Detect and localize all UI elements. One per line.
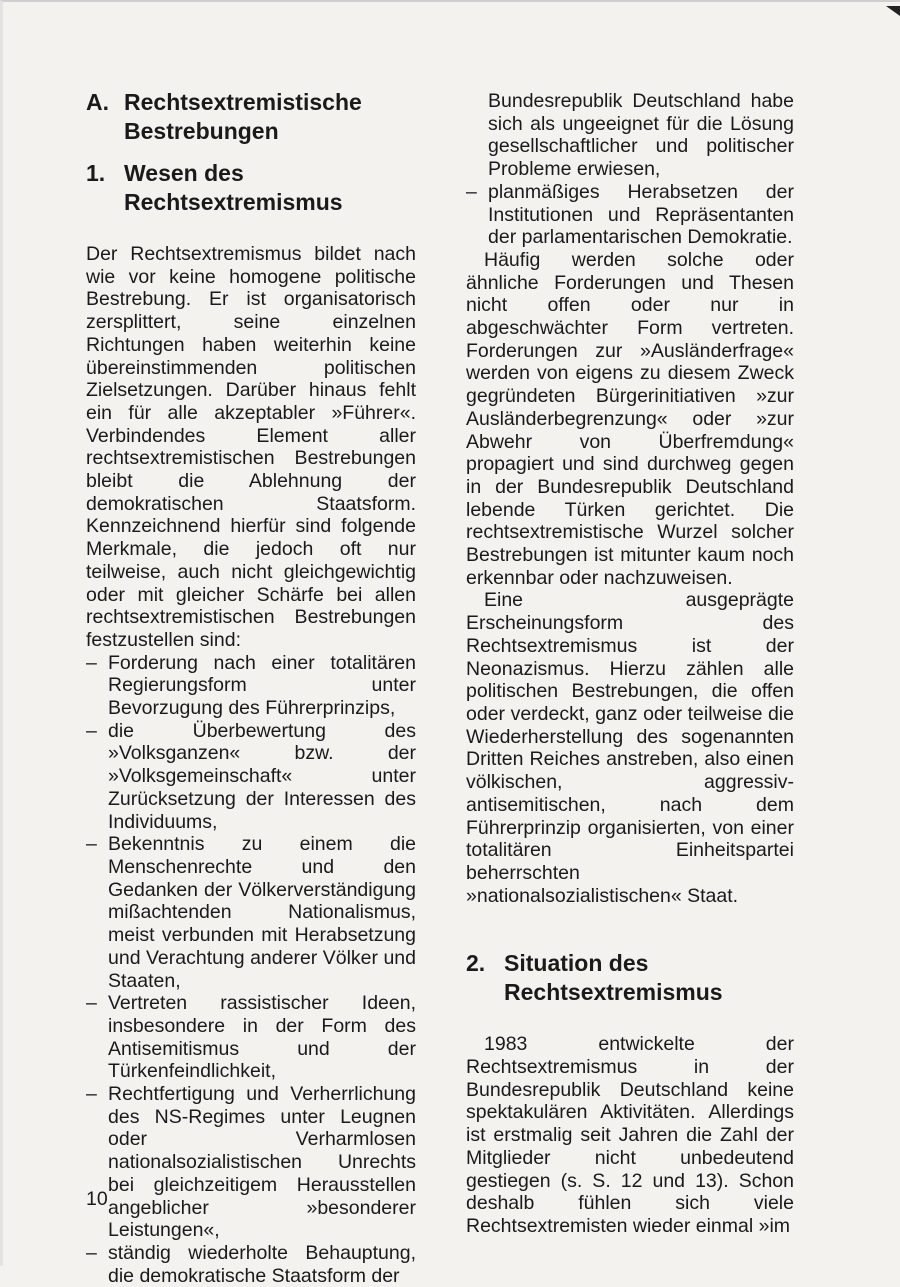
list-item-text: Vertreten rassistischer Ideen, insbesondere in der Form des Antisemitismus und der Türkenfeindlichkeit, xyxy=(108,992,416,1083)
heading-a-number: A. xyxy=(86,89,109,115)
list-dash: – xyxy=(86,992,97,1015)
left-column xyxy=(86,88,416,1287)
list-item xyxy=(86,720,416,834)
paragraph-auslaenderfrage: Häufig werden solche oder ähnliche Forderungen und Thesen nicht offen oder nur in abgeschwächter Form vertreten. Forderungen zur »Ausländerfrage« werden von eigens zu diesem Zweck gegründeten Bürgerinitiativen »zur Ausländerbegrenzung« oder »zur Abwehr von Überfremdung« propagiert und sind durchweg gegen in der Bundesrepublik Deutschland lebende Türken gerichtet. Die rechtsextremistische Wurzel solcher Bestrebungen ist mitunter kaum noch erkennbar oder nachzuweisen. xyxy=(466,248,794,589)
list-dash: – xyxy=(86,1083,97,1106)
list-item-text: Bekenntnis zu einem die Menschenrechte und den Gedanken der Völkerverständigung mißachtenden Nationalismus, meist verbunden mit Herabsetzung und Verachtung anderer Völker und Staaten, xyxy=(108,833,416,992)
heading-2-number: 2. xyxy=(466,950,486,977)
feature-list xyxy=(86,652,416,1287)
heading-2 xyxy=(466,949,794,1007)
right-column xyxy=(466,90,794,1238)
list-item-text: die Überbewertung des »Volksganzen« bzw. der »Volksgemeinschaft« unter Zurücksetzung der Interessen des Individuums, xyxy=(108,719,416,833)
heading-1 xyxy=(86,159,416,217)
list-item-text: planmäßiges Herabsetzen der Institutionen und Repräsentanten der parlamentarischen Demokratie. xyxy=(488,180,794,249)
paragraph-neonazismus: Eine ausgeprägte Erscheinungsform des Rechtsextremismus ist der Neonazismus. Hierzu zählen alle politischen Bestrebungen, die offen oder verdeckt, ganz oder teilweise die Wiederherstellung des sogenannten Dritten Reiches anstreben, also einen völkischen, aggressiv-antisemitischen, nach dem Führerprinzip organisierten, von einer totalitären Einheitspartei beherrschten »nationalsozialistischen« Staat. xyxy=(466,589,794,907)
list-item xyxy=(466,181,794,249)
heading-a-text: Rechtsextremistische Bestrebungen xyxy=(124,89,362,144)
list-item xyxy=(86,833,416,992)
paragraph-situation: 1983 entwickelte der Rechtsextremismus in der Bundesrepublik Deutschland keine spektakulären Aktivitäten. Allerdings ist erstmalig seit Jahren die Zahl der Mitglieder nicht unbedeutend gestiegen (s. S. 12 und 13). Schon deshalb fühlen sich viele Rechtsextremisten wieder einmal »im xyxy=(466,1033,794,1237)
list-item xyxy=(86,1083,416,1242)
list-continuation: Bundesrepublik Deutschland habe sich als ungeeignet für die Lösung gesellschaftlicher und politischer Probleme erwiesen, xyxy=(488,90,794,181)
list-item xyxy=(86,992,416,1083)
list-dash: – xyxy=(86,651,97,674)
heading-1-text: Wesen des Rechtsextremismus xyxy=(124,160,343,215)
heading-2-text: Situation des Rechtsextremismus xyxy=(504,950,723,1006)
list-dash: – xyxy=(466,180,477,203)
list-item xyxy=(86,652,416,720)
page-corner-mark xyxy=(886,6,900,16)
intro-paragraph: Der Rechtsextremismus bildet nach wie vor keine homogene politische Bestrebung. Er ist organisatorisch zersplittert, seine einzelnen Richtungen haben weiterhin keine übereinstimmenden politischen Zielsetzungen. Darüber hinaus fehlt ein für alle akzeptabler »Führer«. Verbindendes Element aller rechtsextremistischen Bestrebungen bleibt die Ablehnung der demokratischen Staatsform. Kennzeichnend hierfür sind folgende Merkmale, die jedoch oft nur teilweise, auch nicht gleichgewichtig oder mit gleicher Schärfe bei allen rechtsextremistischen Bestrebungen festzustellen sind: xyxy=(86,243,416,651)
feature-list-continued xyxy=(466,181,794,249)
list-dash: – xyxy=(86,833,97,856)
heading-1-number: 1. xyxy=(86,160,106,186)
page-number: 10 xyxy=(86,1188,108,1210)
heading-a xyxy=(86,88,416,146)
list-item xyxy=(86,1242,416,1287)
list-item-text: ständig wiederholte Behauptung, die demokratische Staatsform der xyxy=(108,1241,416,1287)
list-item-text: Rechtfertigung und Verherrlichung des NS-Regimes unter Leugnen oder Verharmlosen nationalsozialistischen Unrechts bei gleichzeitigem Herausstellen angeblicher »besonderer Leistungen«, xyxy=(108,1083,416,1242)
list-dash: – xyxy=(86,1241,97,1264)
list-dash: – xyxy=(86,719,97,742)
list-item-text: Forderung nach einer totalitären Regierungsform unter Bevorzugung des Führerprinzips, xyxy=(108,651,416,720)
